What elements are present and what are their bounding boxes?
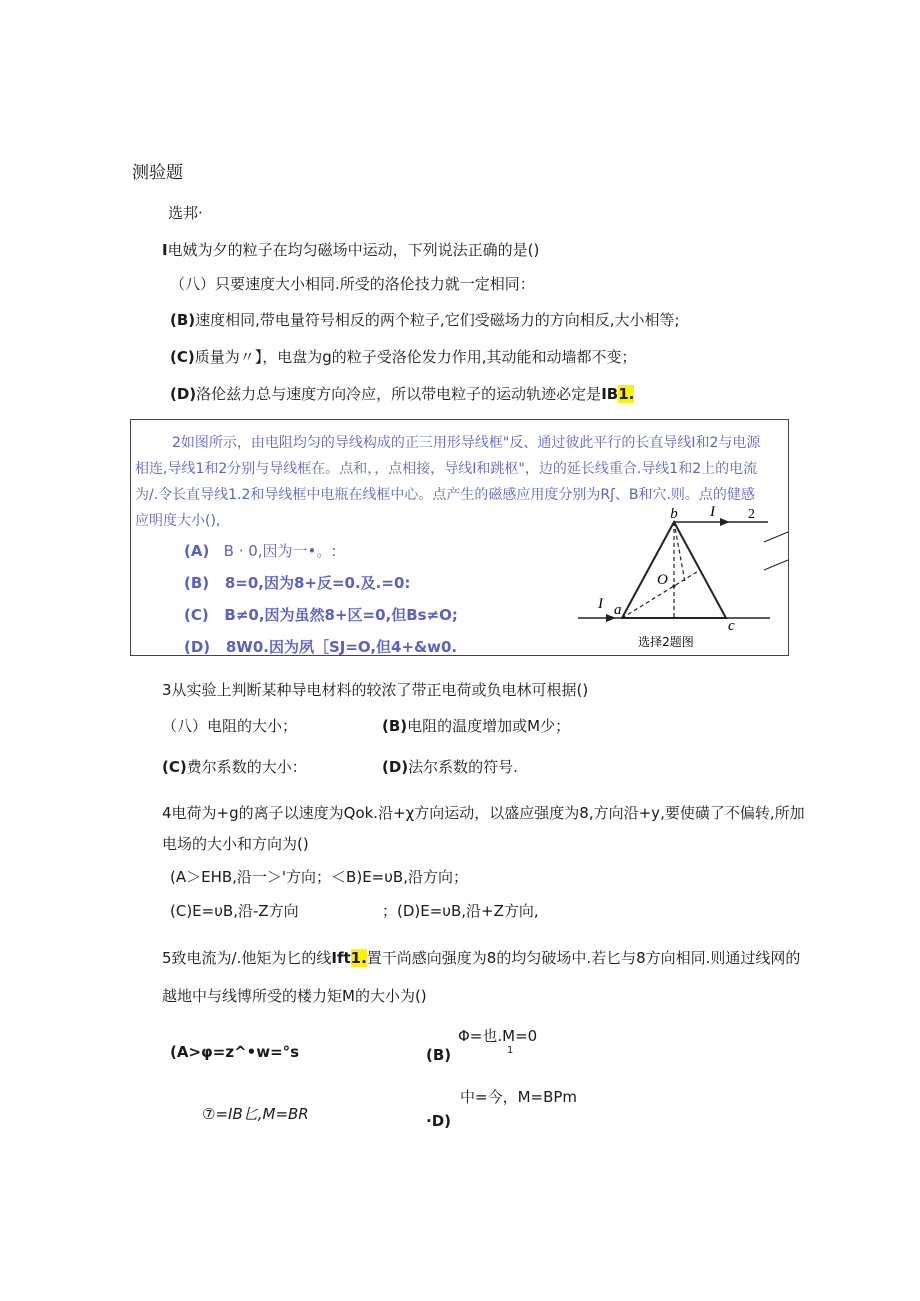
label-a: a bbox=[614, 602, 622, 618]
q5-option-b-formula: Φ=也.M=0 bbox=[458, 1027, 538, 1045]
question-text: 电娀为夕的粒子在均匀磁场中运动，下列说法正确的是() bbox=[167, 241, 540, 259]
option-text: B · 0,因为一•。: bbox=[223, 542, 337, 560]
q2-option-d bbox=[184, 636, 457, 657]
q5-option-d-tag: ·D) bbox=[426, 1112, 452, 1130]
q4-options-ab: (A＞EHB,沿一＞'方向；＜B)E=υB,沿方向； bbox=[170, 868, 468, 886]
question-1-stem bbox=[162, 239, 539, 260]
option-text: B≠0,因为虽然8+区=0,但Bs≠O; bbox=[224, 606, 458, 624]
highlighted-text: 1. bbox=[350, 949, 367, 967]
question-5-stem-line-1 bbox=[162, 947, 800, 968]
q5-option-c: ⑦=IB匕,M=BR bbox=[202, 1105, 309, 1123]
q2-option-b bbox=[184, 572, 410, 593]
stem-text: 置干尚感向强度为8的均匀破场中.若匕与8方向相同.则通过线网的 bbox=[366, 949, 801, 967]
q2-option-c bbox=[184, 604, 458, 625]
q1-option-c bbox=[170, 346, 637, 367]
stem-text: Ift bbox=[331, 949, 351, 967]
q1-option-a: （八）只要速度大小相同.所受的洛伦技力就一定相同： bbox=[170, 275, 535, 293]
option-text: 质量为〃】，电盘为g的粒子受洛伦发力作用,其动能和动墙都不变； bbox=[194, 348, 637, 366]
option-tag: (D) bbox=[170, 385, 197, 403]
page-title: 测验题 bbox=[132, 163, 183, 183]
option-tag: (C) bbox=[170, 348, 195, 366]
label-b: b bbox=[670, 506, 678, 522]
option-tag: (A) bbox=[184, 542, 210, 560]
option-end: IB bbox=[601, 385, 619, 403]
q4-option-c: (C)E=υB,沿-Z方向 bbox=[170, 902, 299, 920]
label-c: c bbox=[728, 618, 735, 634]
question-4-stem-line-1: 4电荷为+g的离子以速度为Qok.沿+χ方向运动，以盛应强度为8,方向沿+y,要使磺了不偏转,所加 bbox=[162, 804, 805, 822]
option-tag: (D) bbox=[382, 758, 409, 776]
q3-option-b bbox=[382, 715, 570, 736]
q3-option-c bbox=[162, 756, 307, 777]
q4-option-d: ；(D)E=υB,沿+Z方向, bbox=[382, 902, 539, 920]
q5-option-b-tag: (B) bbox=[426, 1046, 452, 1064]
highlighted-text: 1. bbox=[618, 385, 635, 403]
q1-option-d bbox=[170, 383, 634, 404]
q2-stem-line-2: 相连,导线1和2分别与导线框在。点和，，点相接，导线I和跳枢"，边的延长线重合.导线1和2上的电流 bbox=[135, 461, 758, 477]
figure-caption: 选择2题图 bbox=[638, 635, 694, 649]
figure-edge-lines bbox=[760, 530, 800, 600]
center-point bbox=[672, 584, 675, 587]
option-tag: (D) bbox=[184, 638, 211, 656]
q5-option-b-sup: 1 bbox=[507, 1045, 514, 1056]
option-text: 法尔系数的符号. bbox=[408, 758, 518, 776]
q2-stem-line-3: 为/.令长直导线1.2和导线框中电瓶在线框中心。点产生的磁感应用度分别为Rʃ、B和穴.则。点的健感 bbox=[135, 487, 755, 503]
option-text: 洛伦兹力总与速度方向冷应，所以带电粒子的运动轨迹必定是 bbox=[196, 385, 602, 403]
question-3-stem: 3从实验上判断某种导电材料的较浓了带正电荷或负电林可根据() bbox=[162, 681, 589, 699]
label-2: 2 bbox=[748, 507, 755, 522]
arrow-top bbox=[720, 518, 730, 526]
q2-stem-line-4: 应明度大小(), bbox=[135, 513, 221, 529]
question-5-stem-line-2: 越地中与线博所受的楼力矩M的大小为() bbox=[162, 987, 427, 1005]
stem-text: 5致电流为/.他矩为匕的线 bbox=[162, 949, 332, 967]
q2-stem-line-1: 2如图所示，由电阻均匀的导线构成的正三用形导线框"反、通过彼此平行的长直导线I和2与电源 bbox=[172, 435, 761, 451]
q1-option-b bbox=[170, 309, 680, 330]
triangle-figure bbox=[570, 502, 770, 652]
q5-option-d-formula: 中=今，M=BPm bbox=[460, 1088, 578, 1106]
option-tag: (B) bbox=[184, 574, 210, 592]
option-tag: (B) bbox=[382, 717, 408, 735]
option-text: 8W0.因为夙［SJ=O,但4+&w0. bbox=[225, 638, 458, 656]
option-text: 8=0,因为8+反=0.及.=0: bbox=[224, 574, 411, 592]
option-text: 速度相同,带电量符号相反的两个粒子,它们受磁场力的方向相反,大小相等; bbox=[195, 311, 680, 329]
q3-option-a: （八）电阻的大小； bbox=[162, 717, 298, 735]
option-tag: (C) bbox=[184, 606, 209, 624]
label-I-left: I bbox=[598, 596, 603, 612]
question-number: I bbox=[162, 241, 168, 259]
option-tag: (C) bbox=[162, 758, 187, 776]
section-heading: 选邦· bbox=[168, 204, 203, 222]
q3-option-d bbox=[382, 756, 518, 777]
label-O: O bbox=[657, 572, 668, 588]
label-I-top: I bbox=[710, 504, 715, 520]
question-4-stem-line-2: 电场的大小和方向为() bbox=[162, 835, 309, 853]
option-text: 费尔系数的大小： bbox=[186, 758, 307, 776]
q5-option-a: (A>φ=z^•w=°s bbox=[170, 1043, 300, 1061]
option-tag: (B) bbox=[170, 311, 196, 329]
option-text: 电阻的温度增加或M少； bbox=[407, 717, 571, 735]
q2-option-a bbox=[184, 540, 336, 561]
